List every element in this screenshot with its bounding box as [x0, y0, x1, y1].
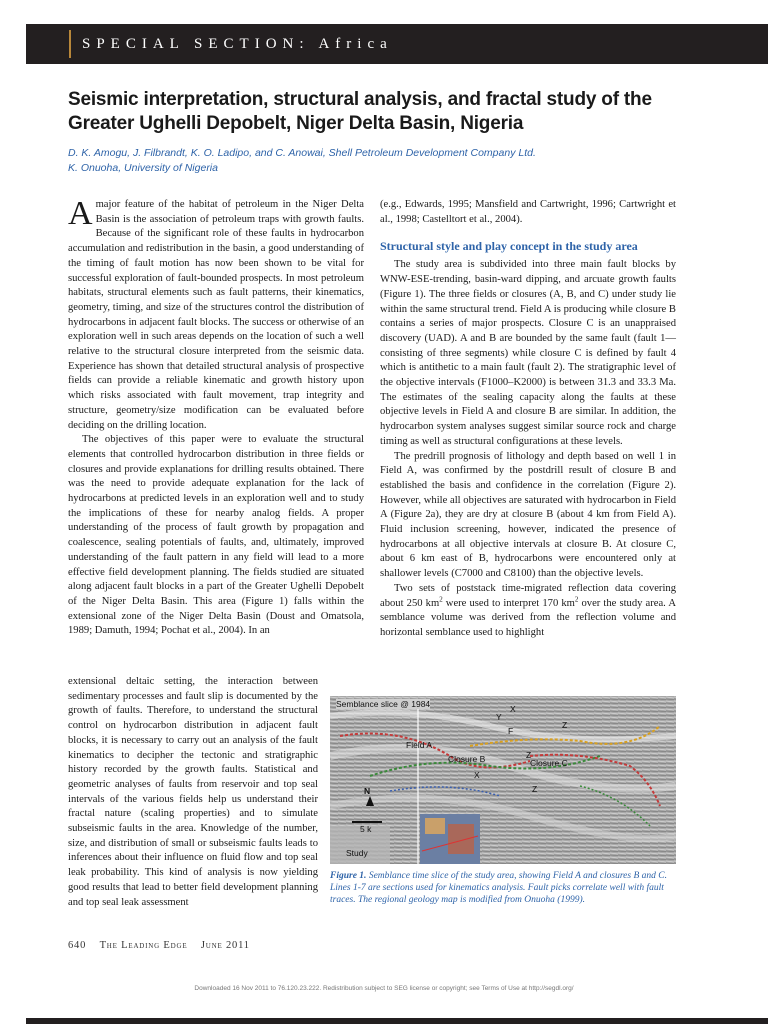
semblance-slice-label: Semblance slice @ 1984 [336, 699, 431, 709]
north-arrow-label: N [364, 786, 371, 796]
section-banner [26, 24, 768, 64]
mark-x-top: X [510, 704, 516, 714]
superscript-1: 2 [439, 595, 443, 604]
scale-label: 5 k [360, 824, 372, 834]
closure-b-label: Closure B [448, 754, 486, 764]
prognosis-paragraph: The predrill prognosis of lithology and depth based on well 1 in Field A, was confirmed by the postdrill result of closure B and established the basis and confidence in the correlation (Figure 2). However, while all objectives are saturated with hydrocarbon in Field A (Figure 2a), they are dry at closure B (about 4 km from Field A). Fluid inclusion screening, however, indicated the presence of hydrocarbons at all objective intervals at closure B. At closure C, about 6 km east of B, hydrocarbons were encountered only at shallower levels (C7000 and C8100) than the objective levels. [380, 450, 676, 580]
caption-text: Semblance time slice of the study area, showing Field A and closures B and C. Lines 1-7 are sections used for kinematics analysis. Fault picks correlate well with fault traces. The regional geology map is modified from Onuoha (1999). [330, 871, 667, 905]
field-a-label: Field A [406, 740, 432, 750]
data-text-b: were used to interpret 170 km [442, 597, 575, 609]
objectives-paragraph: The objectives of this paper were to evaluate the structural elements that controlled hydrocarbon distribution in three fields or closures and provide explanations for drilling results obtained. There was the need to provide adequate explanation for the lack of hydrocarbons at predicted levels in an exploration well and to study the implications of these for nearby analog fields. A proper understanding of the process of fault growth by propagation and coalescence, sealing potentials of faults, and, ultimately, improved understanding of the fault pattern in any field will lead to a more effective field development planning. The fields studied are situated along adjacent fault blocks in a part of the Greater Ughelli Depobelt of the Niger Delta Basin. This area (Figure 1) falls within the extensional zone of the Niger Delta Basin (Doust and Omatsola, 1989; Damuth, 1994; Pochat et al., 2004). In an [68, 434, 364, 637]
banner-rule [69, 30, 71, 58]
page-number: 640 [68, 940, 87, 951]
authors-line-2: K. Onuoha, University of Nigeria [68, 162, 218, 174]
study-label: Study [346, 848, 368, 858]
authors-line-1: D. K. Amogu, J. Filbrandt, K. O. Ladipo, and C. Anowai, Shell Petroleum Development Company Ltd. [68, 147, 536, 159]
article-title: Seismic interpretation, structural analysis, and fractal study of the Greater Ughelli Depobelt, Niger Delta Basin, Nigeria [68, 89, 652, 134]
mark-z-mid: Z [526, 750, 532, 760]
mark-x-low: X [474, 770, 480, 780]
closure-c-label: Closure C [530, 758, 568, 768]
bottom-bar [26, 1018, 768, 1024]
mark-z-top: Z [562, 720, 568, 730]
mark-z-low: Z [532, 784, 538, 794]
caption-label: Figure 1. [330, 871, 367, 881]
right-column [380, 198, 676, 641]
section-heading: Structural style and play concept in the study area [380, 239, 638, 254]
mark-f: F [508, 726, 514, 736]
download-notice: Downloaded 16 Nov 2011 to 76.120.23.222. Redistribution subject to SEG license or copyright; see Terms of Use at http://segdl.org/ [194, 985, 574, 992]
data-text-a: Two sets of poststack time-migrated reflection data covering about 250 km [380, 582, 676, 609]
page-footer [68, 940, 260, 951]
intro-paragraph [68, 195, 364, 433]
references-paragraph: (e.g., Edwards, 1995; Mansfield and Cartwright, 1996; Cartwright et al., 1998; Castelltort et al., 2004). [380, 199, 676, 225]
superscript-2: 2 [574, 595, 579, 604]
figure-caption [330, 870, 676, 906]
data-paragraph [380, 582, 676, 641]
data-text-c: over the study area. A semblance volume was derived from the reflection volume and horizontal semblance used to highlight [380, 597, 676, 638]
issue-date: June 2011 [200, 940, 250, 951]
authors [68, 146, 708, 176]
banner-text: SPECIAL SECTION: Africa [82, 36, 393, 52]
structural-paragraph: The study area is subdivided into three main fault blocks by WNW-ESE-trending, basin-ward dipping, and arcuate growth faults (Figure 1). The three fields or closures (A, B, and C) under study lie within the same structural trend. Field A is producing while closure B contains a series of major prospects. Closure C is an unappraised discovery (UAD). A and B are bounded by the same fault (fault 1—consisting of three segments) while closure C is defined by fault 4 which is antithetic to a main fault (fault 2). The stratigraphic level of the objective intervals (F1000–K2000) is between 31.3 and 33.3 Ma. The estimates of the sealing capacity along the faults at these objective levels in Field A and closure B are similar. In addition, the hydrocarbon system analyses suggest similar source rock and charge timing as well as structural configurations at these levels. [380, 259, 676, 447]
journal-name: The Leading Edge [99, 940, 188, 951]
intro-text: major feature of the habitat of petroleum in the Niger Delta Basin is the association of petroleum traps with growth faults. Because of the significant role of these faults in hydrocarbon accumulation and redistribution in the basin, a good understanding of the timing of fault motion has now been shown to be vital for successful exploration of fault-bounded prospects. In most petroleum habitats, structural elements such as fault patterns, their kinematics, geometry, timing, and size of the structures control the distribution of hydrocarbons in adjacent fault blocks. The success or otherwise of an exploration well in such areas depends on the location of such a well relative to the structural closure interpreted from the seismic data. Experience has shown that detailed structural analysis of prospective fields can provide a reliable kinematic and growth history upon which risks associated with fault movement, trap integrity and structure, geometry/size modification can be evaluated before deciding on the drilling location. [68, 199, 364, 431]
semblance-image [330, 696, 676, 864]
drop-cap: A [68, 195, 93, 232]
figure-1-semblance-map [330, 696, 676, 864]
left-column-narrow [68, 675, 318, 910]
objectives-continued: extensional deltaic setting, the interaction between sedimentary processes and fault slip is documented by the growth of faults. Therefore, to understand the structural control on hydrocarbon distribution in adjacent fault blocks, it is necessary to carry out an analysis of the fault kinematics to decipher the tectonic and stratigraphic history recorded by the growth faults. Statistical and geometric analyses of faults from reservoir and top seal intervals of the various fields help us understand their fractal nature (scaling properties) and to simulate subseismic faults in the area. Knowledge of the number, size, and distribution of small or subseismic faults leads to inferences about their influence on fluid flow and top seal leak probability. This kind of analysis is now yielding good results that lead to better field development planning and top seal leak assessment [68, 676, 318, 908]
mark-y: Y [496, 712, 502, 722]
left-column [68, 195, 364, 639]
